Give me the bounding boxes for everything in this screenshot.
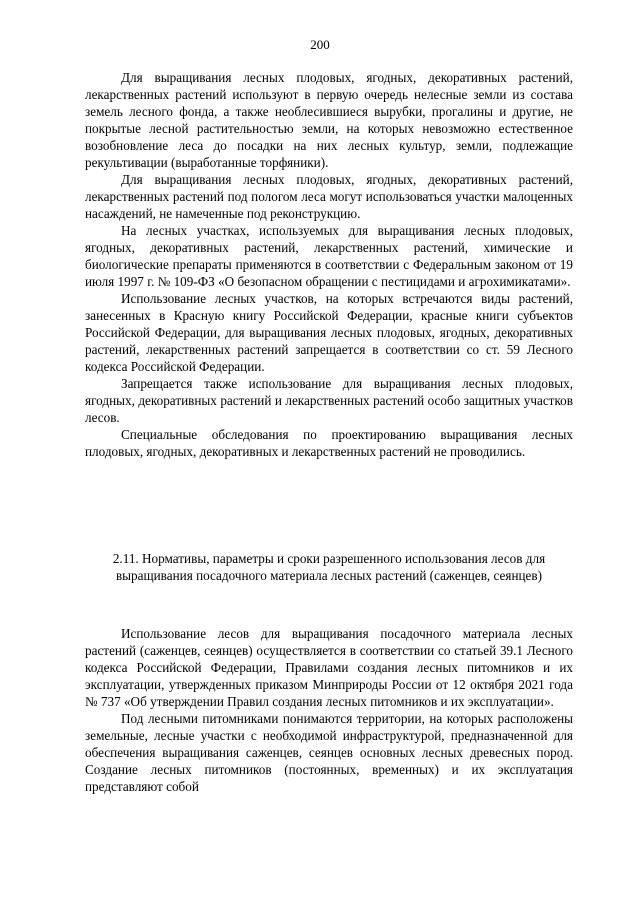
paragraph: Для выращивания лесных плодовых, ягодных, декоративных растений, лекарственных растений используют в первую очередь нелесные земли из состава земель лесного фонда, а также необлесившиеся вырубки, прогалины и другие, не покрытые лесной растительностью земли, на которых невозможно естественное возобновление леса до посадки на них лесных культур, земли, подлежащие рекультивации (выработанные торфяники). xyxy=(85,70,573,170)
paragraph: Под лесными питомниками понимаются территории, на которых расположены земельные, лесные участки с необходимой инфраструктурой, предназначенной для обеспечения выращивания саженцев, сеянцев основных лесных древесных пород. Создание лесных питомников (постоянных, временных) и их эксплуатация представляют собой xyxy=(85,711,573,794)
paragraph: Для выращивания лесных плодовых, ягодных, декоративных растений, лекарственных растений под пологом леса могут использоваться участки малоценных насаждений, не намеченные под реконструкцию. xyxy=(85,172,573,221)
paragraph: Запрещается также использование для выращивания лесных плодовых, ягодных, декоративных растений и лекарственных растений особо защитных участков лесов. xyxy=(85,376,573,425)
paragraph: Специальные обследования по проектированию выращивания лесных плодовых, ягодных, декоративных и лекарственных растений не проводились. xyxy=(85,427,573,459)
body-text-bottom xyxy=(85,625,573,795)
paragraph: Использование лесов для выращивания посадочного материала лесных растений (саженцев, сеянцев) осуществляется в соответствии со статьей 39.1 Лесного кодекса Российской Федерации, Правилами создания лесных питомников и их эксплуатации, утвержденных приказом Минприроды России от 12 октября 2021 года № 737 «Об утверждении Правил создания лесных питомников и их эксплуатации». xyxy=(85,626,573,709)
paragraph: На лесных участках, используемых для выращивания лесных плодовых, ягодных, декоративных растений, лекарственных растений, химические и биологические препараты применяются в соответствии с Федеральным законом от 19 июля 1997 г. № 109-ФЗ «О безопасном обращении с пестицидами и агрохимикатами». xyxy=(85,223,573,289)
section-heading: 2.11. Нормативы, параметры и сроки разрешенного использования лесов для выращивания посадочного материала лесных растений (саженцев, сеянцев) xyxy=(112,551,546,583)
page-number: 200 xyxy=(310,37,330,52)
body-text-top xyxy=(85,69,573,460)
paragraph: Использование лесных участков, на которых встречаются виды растений, занесенных в Красную книгу Российской Федерации, красные книги субъектов Российской Федерации, для выращивания лесных плодовых, ягодных, декоративных растений, лекарственных растений запрещается в соответствии со ст. 59 Лесного кодекса Российской Федерации. xyxy=(85,291,573,374)
